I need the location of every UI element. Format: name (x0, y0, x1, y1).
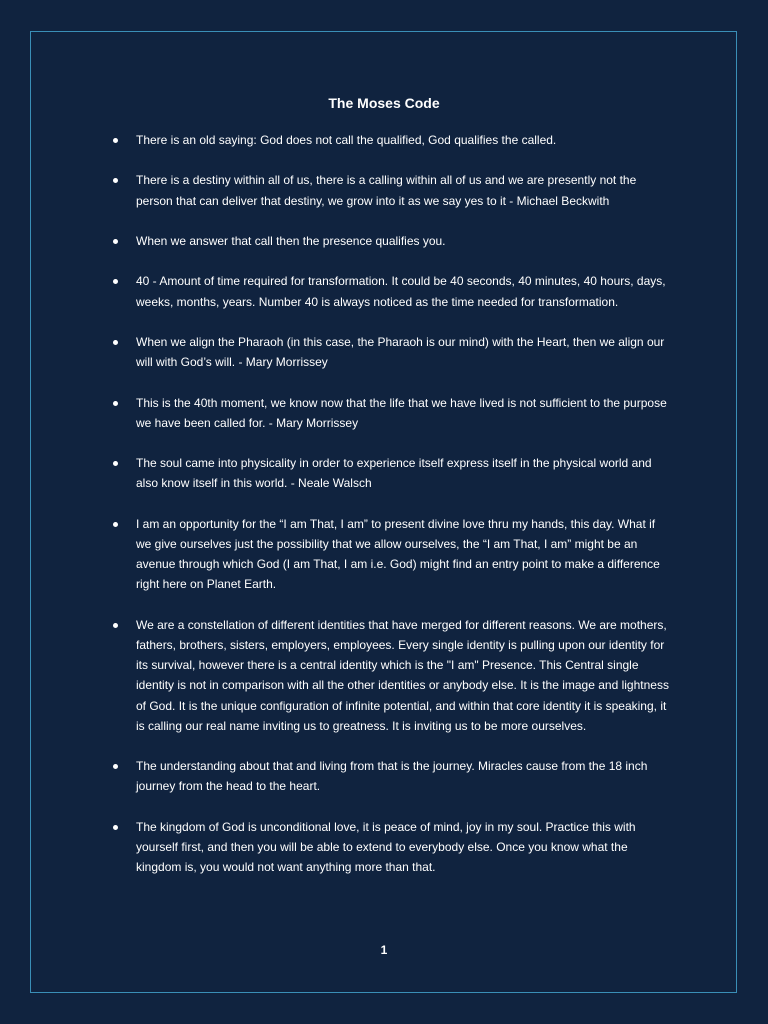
bullet-text: There is an old saying: God does not call the qualified, God qualifies the called. (136, 133, 557, 147)
bullet-text: 40 - Amount of time required for transformation. It could be 40 seconds, 40 minutes, 40 hours, days, weeks, months, years. Number 40 is always noticed as the time needed for transformation. (136, 274, 666, 309)
bullet-text: This is the 40th moment, we know now that the life that we have lived is not sufficient to the purpose we have been called for. - Mary Morrissey (136, 395, 667, 430)
bullet-text: The kingdom of God is unconditional love, it is peace of mind, joy in my soul. Practice this with yourself first, and then you will be able to extend to everybody else. Once you know what the kingdom is, you would not want anything more than that. (136, 819, 636, 875)
bullet-text: When we align the Pharaoh (in this case, the Pharaoh is our mind) with the Heart, then we align our will with God’s will. - Mary Morrissey (136, 334, 665, 370)
bullet-item (112, 615, 672, 736)
bullet-item (112, 332, 672, 372)
bullet-item (112, 393, 672, 433)
bullet-item (112, 130, 672, 150)
bullet-text: I am an opportunity for the “I am That, I am” to present divine love thru my hands, this day. What if we give ourselves just the possibility that we allow ourselves, the “I am That, I am” might be an avenue through which God (I am That, I am i.e. God) might find an entry point to make a difference right here on Planet Earth. (136, 516, 660, 592)
bullet-text: There is a destiny within all of us, there is a calling within all of us and we are presently not the person that can deliver that destiny, we grow into it as we say yes to it - Michael Beckwith (136, 173, 637, 208)
bullet-item (112, 271, 672, 311)
bullet-text: The understanding about that and living from that is the journey. Miracles cause from the 18 inch journey from the head to the heart. (136, 759, 648, 794)
bullet-item (112, 514, 672, 595)
bullet-item (112, 170, 672, 210)
bullet-text: We are a constellation of different identities that have merged for different reasons. We are mothers, fathers, brothers, sisters, employers, employees. Every single identity is pulling upon our identity for its survival, however there is a central identity which is the "I am" Presence. This Central single identity is not in comparison with all the other identities or anybody else. It is the image and lightness of God. It is the unique configuration of infinite potential, and within that core identity it is speaking, it is calling our real name inviting us to greatness. It is inviting us to be more ourselves. (136, 617, 669, 733)
bullet-list (112, 130, 672, 898)
bullet-item (112, 453, 672, 493)
document-title: The Moses Code (328, 95, 440, 111)
bullet-item (112, 756, 672, 796)
bullet-text: The soul came into physicality in order to experience itself express itself in the physical world and also know itself in this world. - Neale Walsch (136, 456, 652, 491)
bullet-item (112, 231, 672, 251)
bullet-text: When we answer that call then the presence qualifies you. (136, 233, 446, 248)
bullet-item (112, 817, 672, 878)
page-number: 1 (380, 943, 388, 957)
